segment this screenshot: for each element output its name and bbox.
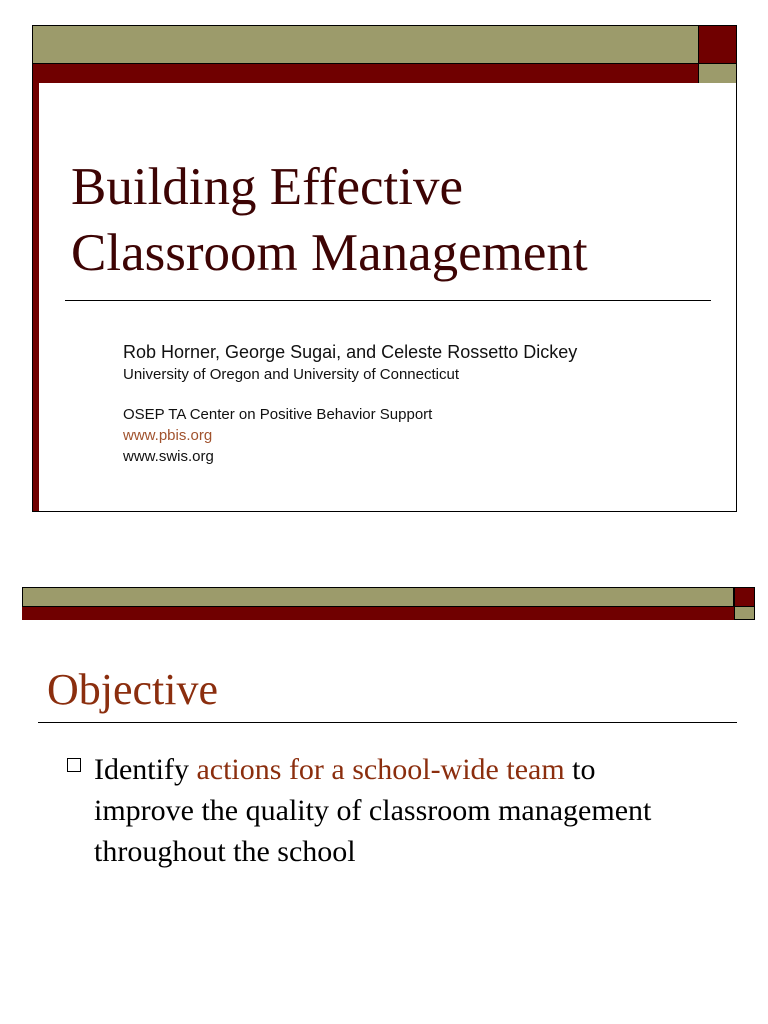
square-bullet-icon bbox=[67, 758, 81, 772]
header-corner-maroon-square bbox=[734, 587, 755, 607]
slide-title-line1: Building Effective bbox=[71, 158, 464, 216]
bullet-text-start: Identify bbox=[94, 753, 197, 786]
left-maroon-bar bbox=[33, 83, 39, 511]
header-corner-olive-square bbox=[734, 607, 755, 620]
center-name: OSEP TA Center on Positive Behavior Support bbox=[123, 406, 433, 423]
author-info bbox=[123, 340, 723, 467]
slide-title-line2: Classroom Management bbox=[71, 224, 588, 282]
affiliation: University of Oregon and University of Connecticut bbox=[123, 366, 459, 383]
title-slide bbox=[32, 25, 737, 512]
header-corner-maroon-square bbox=[698, 26, 736, 64]
header-maroon-band bbox=[22, 607, 734, 620]
header-maroon-band bbox=[33, 64, 698, 83]
objective-bullet bbox=[94, 749, 694, 872]
objective-slide bbox=[22, 587, 755, 1024]
header-olive-band bbox=[33, 26, 698, 64]
header-corner-olive-square bbox=[698, 64, 736, 83]
objective-title: Objective bbox=[47, 665, 219, 714]
objective-divider bbox=[38, 722, 737, 723]
slide-title bbox=[71, 154, 711, 286]
bullet-highlight: actions for a school-wide team bbox=[196, 753, 565, 786]
link-pbis[interactable]: www.pbis.org bbox=[123, 427, 213, 444]
link-swis[interactable]: www.swis.org bbox=[123, 448, 214, 465]
authors: Rob Horner, George Sugai, and Celeste Rossetto Dickey bbox=[123, 342, 578, 362]
header-olive-band bbox=[22, 587, 734, 607]
title-divider bbox=[65, 300, 711, 301]
bullet-text-end: to improve the quality of classroom management throughout the school bbox=[94, 753, 652, 868]
